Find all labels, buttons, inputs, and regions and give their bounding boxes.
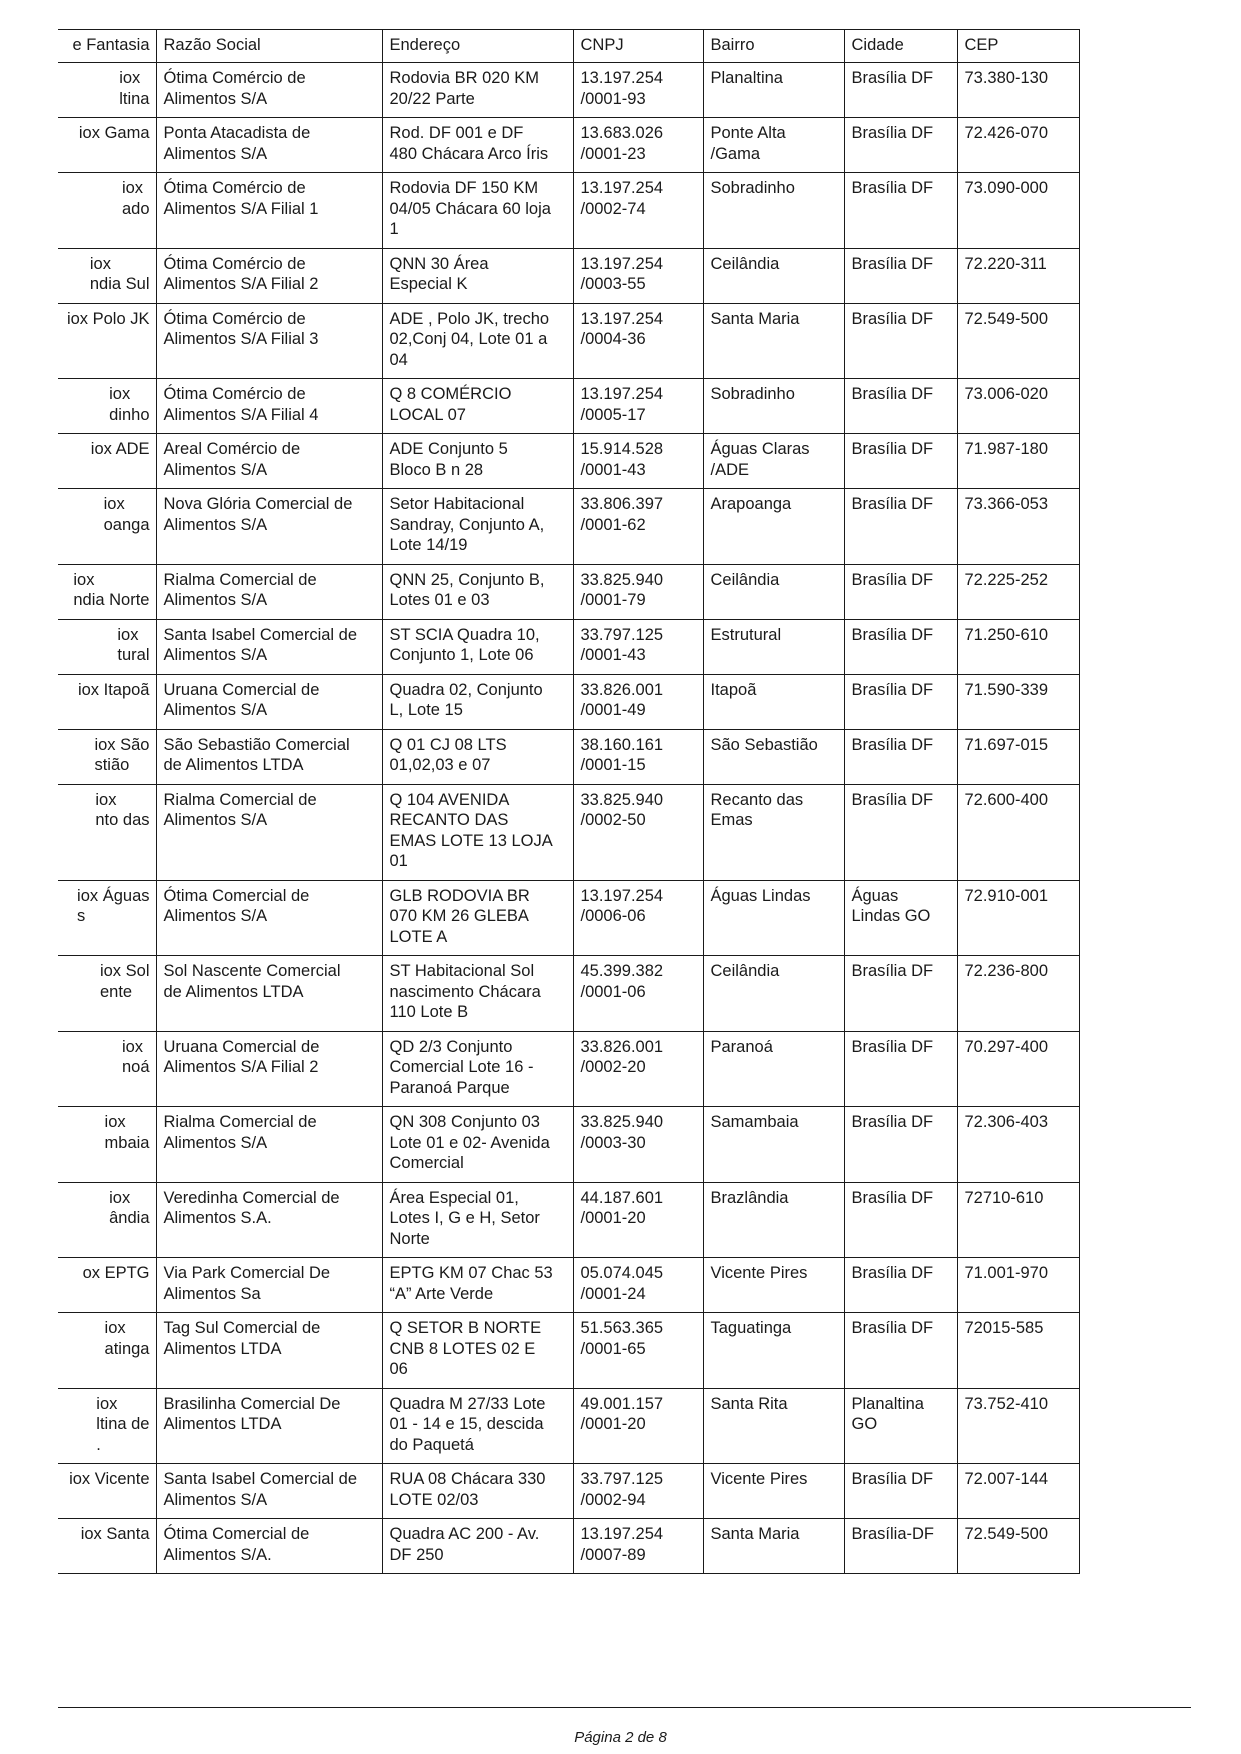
cell-nome-fantasia: iox São stião	[58, 729, 156, 784]
cell-cep: 72.910-001	[957, 880, 1079, 956]
cell-cnpj: 38.160.161 /0001-15	[573, 729, 703, 784]
cell-bairro: Sobradinho	[703, 173, 844, 249]
cell-cnpj: 13.197.254 /0007-89	[573, 1519, 703, 1574]
cell-cep: 71.001-970	[957, 1258, 1079, 1313]
cell-cnpj: 33.826.001 /0002-20	[573, 1031, 703, 1107]
cell-razao-social: Ótima Comercial de Alimentos S/A	[156, 880, 382, 956]
table-header-row	[58, 30, 1079, 63]
cell-nome-fantasia: iox ndia Sul	[58, 248, 156, 303]
cell-cnpj: 05.074.045 /0001-24	[573, 1258, 703, 1313]
cell-endereco: Área Especial 01, Lotes I, G e H, Setor Norte	[382, 1182, 573, 1258]
cell-cnpj: 33.797.125 /0002-94	[573, 1464, 703, 1519]
cell-nome-fantasia: iox Sol ente	[58, 956, 156, 1032]
cell-nome-fantasia: iox nto das	[58, 784, 156, 880]
table-row	[58, 674, 1079, 729]
cell-nome-fantasia: iox Itapoã	[58, 674, 156, 729]
table-row	[58, 173, 1079, 249]
cell-bairro: Itapoã	[703, 674, 844, 729]
cell-bairro: Samambaia	[703, 1107, 844, 1183]
cell-cep: 72.236-800	[957, 956, 1079, 1032]
cell-cnpj: 33.825.940 /0002-50	[573, 784, 703, 880]
table-row	[58, 956, 1079, 1032]
cell-cidade: Brasília DF	[844, 1313, 957, 1389]
cell-endereco: ADE Conjunto 5 Bloco B n 28	[382, 434, 573, 489]
table-row	[58, 784, 1079, 880]
cell-cidade: Brasília DF	[844, 784, 957, 880]
cell-endereco: QNN 25, Conjunto B, Lotes 01 e 03	[382, 564, 573, 619]
cell-nome-fantasia: iox oanga	[58, 489, 156, 565]
cell-cnpj: 33.806.397 /0001-62	[573, 489, 703, 565]
cell-endereco: Rodovia BR 020 KM 20/22 Parte	[382, 63, 573, 118]
cell-bairro: Sobradinho	[703, 379, 844, 434]
cell-cep: 72.306-403	[957, 1107, 1079, 1183]
cell-nome-fantasia: iox ândia	[58, 1182, 156, 1258]
cell-endereco: Q 01 CJ 08 LTS 01,02,03 e 07	[382, 729, 573, 784]
table-row	[58, 434, 1079, 489]
cell-cnpj: 13.197.254 /0005-17	[573, 379, 703, 434]
cell-razao-social: Santa Isabel Comercial de Alimentos S/A	[156, 1464, 382, 1519]
cell-razao-social: Ótima Comércio de Alimentos S/A Filial 2	[156, 248, 382, 303]
cell-cidade: Brasília DF	[844, 564, 957, 619]
cell-cep: 73.380-130	[957, 63, 1079, 118]
table-row	[58, 729, 1079, 784]
cell-cep: 72015-585	[957, 1313, 1079, 1389]
table-row	[58, 1313, 1079, 1389]
cell-cidade: Brasília DF	[844, 956, 957, 1032]
cell-razao-social: Rialma Comercial de Alimentos S/A	[156, 784, 382, 880]
cell-razao-social: Veredinha Comercial de Alimentos S.A.	[156, 1182, 382, 1258]
cell-cep: 72.600-400	[957, 784, 1079, 880]
cell-nome-fantasia: ox EPTG	[58, 1258, 156, 1313]
cell-cnpj: 33.825.940 /0001-79	[573, 564, 703, 619]
table-body	[58, 63, 1079, 1574]
cell-cidade: Brasília DF	[844, 118, 957, 173]
cell-endereco: Quadra AC 200 - Av. DF 250	[382, 1519, 573, 1574]
cell-cep: 71.250-610	[957, 619, 1079, 674]
header-nome-fantasia: e Fantasia	[58, 30, 156, 63]
cell-cnpj: 13.197.254 /0001-93	[573, 63, 703, 118]
cell-endereco: Quadra M 27/33 Lote 01 - 14 e 15, descida do Paquetá	[382, 1388, 573, 1464]
cell-cidade: Brasília DF	[844, 303, 957, 379]
cell-nome-fantasia: iox mbaia	[58, 1107, 156, 1183]
header-cep: CEP	[957, 30, 1079, 63]
cell-cidade: Brasília DF	[844, 173, 957, 249]
cell-cep: 73.006-020	[957, 379, 1079, 434]
company-table-container	[58, 29, 1079, 1574]
cell-cnpj: 51.563.365 /0001-65	[573, 1313, 703, 1389]
cell-nome-fantasia: iox ltina	[58, 63, 156, 118]
cell-cep: 72.426-070	[957, 118, 1079, 173]
table-row	[58, 1258, 1079, 1313]
cell-razao-social: Rialma Comercial de Alimentos S/A	[156, 564, 382, 619]
cell-endereco: RUA 08 Chácara 330 LOTE 02/03	[382, 1464, 573, 1519]
cell-razao-social: Santa Isabel Comercial de Alimentos S/A	[156, 619, 382, 674]
cell-bairro: Brazlândia	[703, 1182, 844, 1258]
cell-endereco: Q 104 AVENIDA RECANTO DAS EMAS LOTE 13 LOJA 01	[382, 784, 573, 880]
cell-cidade: Brasília DF	[844, 1031, 957, 1107]
cell-cep: 71.590-339	[957, 674, 1079, 729]
cell-bairro: Ceilândia	[703, 248, 844, 303]
cell-bairro: Vicente Pires	[703, 1258, 844, 1313]
cell-endereco: ST Habitacional Sol nascimento Chácara 110 Lote B	[382, 956, 573, 1032]
cell-cidade: Brasília DF	[844, 1182, 957, 1258]
cell-endereco: QN 308 Conjunto 03 Lote 01 e 02- Avenida Comercial	[382, 1107, 573, 1183]
cell-cep: 72.007-144	[957, 1464, 1079, 1519]
company-table	[58, 29, 1080, 1574]
cell-nome-fantasia: iox Polo JK	[58, 303, 156, 379]
cell-bairro: Estrutural	[703, 619, 844, 674]
cell-nome-fantasia: iox Águas s	[58, 880, 156, 956]
cell-razao-social: Ótima Comércio de Alimentos S/A Filial 3	[156, 303, 382, 379]
header-cidade: Cidade	[844, 30, 957, 63]
cell-cidade: Brasília DF	[844, 729, 957, 784]
cell-bairro: Santa Maria	[703, 303, 844, 379]
cell-endereco: Q 8 COMÉRCIO LOCAL 07	[382, 379, 573, 434]
cell-cep: 73.366-053	[957, 489, 1079, 565]
cell-razao-social: Rialma Comercial de Alimentos S/A	[156, 1107, 382, 1183]
cell-nome-fantasia: iox dinho	[58, 379, 156, 434]
cell-cnpj: 33.826.001 /0001-49	[573, 674, 703, 729]
cell-nome-fantasia: iox noá	[58, 1031, 156, 1107]
cell-endereco: Quadra 02, Conjunto L, Lote 15	[382, 674, 573, 729]
cell-razao-social: Tag Sul Comercial de Alimentos LTDA	[156, 1313, 382, 1389]
cell-endereco: QD 2/3 Conjunto Comercial Lote 16 - Paranoá Parque	[382, 1031, 573, 1107]
cell-bairro: São Sebastião	[703, 729, 844, 784]
cell-bairro: Águas Lindas	[703, 880, 844, 956]
cell-bairro: Ceilândia	[703, 564, 844, 619]
cell-bairro: Santa Rita	[703, 1388, 844, 1464]
cell-endereco: EPTG KM 07 Chac 53 “A” Arte Verde	[382, 1258, 573, 1313]
cell-razao-social: Areal Comércio de Alimentos S/A	[156, 434, 382, 489]
cell-cidade: Brasília DF	[844, 1107, 957, 1183]
cell-cnpj: 13.197.254 /0003-55	[573, 248, 703, 303]
cell-cnpj: 13.197.254 /0004-36	[573, 303, 703, 379]
cell-cidade: Brasília DF	[844, 489, 957, 565]
table-row	[58, 118, 1079, 173]
cell-bairro: Planaltina	[703, 63, 844, 118]
table-row	[58, 1182, 1079, 1258]
table-row	[58, 1464, 1079, 1519]
table-row	[58, 248, 1079, 303]
cell-cnpj: 33.825.940 /0003-30	[573, 1107, 703, 1183]
table-row	[58, 1519, 1079, 1574]
cell-bairro: Paranoá	[703, 1031, 844, 1107]
cell-cep: 72.549-500	[957, 1519, 1079, 1574]
cell-nome-fantasia: iox Vicente	[58, 1464, 156, 1519]
cell-cnpj: 13.197.254 /0006-06	[573, 880, 703, 956]
cell-cnpj: 45.399.382 /0001-06	[573, 956, 703, 1032]
cell-razao-social: Brasilinha Comercial De Alimentos LTDA	[156, 1388, 382, 1464]
cell-nome-fantasia: iox ado	[58, 173, 156, 249]
cell-cnpj: 44.187.601 /0001-20	[573, 1182, 703, 1258]
table-row	[58, 63, 1079, 118]
cell-bairro: Arapoanga	[703, 489, 844, 565]
cell-cep: 72.220-311	[957, 248, 1079, 303]
cell-cep: 73.090-000	[957, 173, 1079, 249]
cell-cidade: Brasília DF	[844, 619, 957, 674]
cell-cnpj: 49.001.157 /0001-20	[573, 1388, 703, 1464]
cell-cnpj: 13.197.254 /0002-74	[573, 173, 703, 249]
header-cnpj: CNPJ	[573, 30, 703, 63]
cell-endereco: Rod. DF 001 e DF 480 Chácara Arco Íris	[382, 118, 573, 173]
cell-razao-social: Uruana Comercial de Alimentos S/A	[156, 674, 382, 729]
table-row	[58, 1031, 1079, 1107]
cell-nome-fantasia: iox tural	[58, 619, 156, 674]
table-row	[58, 1388, 1079, 1464]
cell-bairro: Ceilândia	[703, 956, 844, 1032]
cell-bairro: Águas Claras /ADE	[703, 434, 844, 489]
cell-nome-fantasia: iox Gama	[58, 118, 156, 173]
cell-nome-fantasia: iox atinga	[58, 1313, 156, 1389]
cell-cep: 72.225-252	[957, 564, 1079, 619]
cell-bairro: Recanto das Emas	[703, 784, 844, 880]
cell-razao-social: Nova Glória Comercial de Alimentos S/A	[156, 489, 382, 565]
page-number: Página 2 de 8	[574, 1729, 667, 1746]
footer-divider	[58, 1707, 1191, 1708]
table-row	[58, 880, 1079, 956]
cell-endereco: QNN 30 Área Especial K	[382, 248, 573, 303]
cell-razao-social: São Sebastião Comercial de Alimentos LTDA	[156, 729, 382, 784]
cell-cnpj: 13.683.026 /0001-23	[573, 118, 703, 173]
cell-cnpj: 15.914.528 /0001-43	[573, 434, 703, 489]
cell-cidade: Brasília DF	[844, 1464, 957, 1519]
cell-razao-social: Via Park Comercial De Alimentos Sa	[156, 1258, 382, 1313]
cell-cidade: Brasília-DF	[844, 1519, 957, 1574]
cell-bairro: Vicente Pires	[703, 1464, 844, 1519]
header-bairro: Bairro	[703, 30, 844, 63]
cell-bairro: Taguatinga	[703, 1313, 844, 1389]
header-endereco: Endereço	[382, 30, 573, 63]
cell-nome-fantasia: iox Santa	[58, 1519, 156, 1574]
cell-cidade: Brasília DF	[844, 1258, 957, 1313]
cell-cidade: Brasília DF	[844, 379, 957, 434]
cell-cep: 73.752-410	[957, 1388, 1079, 1464]
table-row	[58, 379, 1079, 434]
cell-endereco: ST SCIA Quadra 10, Conjunto 1, Lote 06	[382, 619, 573, 674]
cell-razao-social: Ótima Comércio de Alimentos S/A Filial 1	[156, 173, 382, 249]
cell-cidade: Brasília DF	[844, 674, 957, 729]
cell-cep: 72.549-500	[957, 303, 1079, 379]
cell-bairro: Ponte Alta /Gama	[703, 118, 844, 173]
cell-razao-social: Ponta Atacadista de Alimentos S/A	[156, 118, 382, 173]
table-row	[58, 564, 1079, 619]
cell-nome-fantasia: iox ndia Norte	[58, 564, 156, 619]
cell-endereco: Rodovia DF 150 KM 04/05 Chácara 60 loja 1	[382, 173, 573, 249]
cell-cnpj: 33.797.125 /0001-43	[573, 619, 703, 674]
cell-cidade: Brasília DF	[844, 434, 957, 489]
cell-cidade: Brasília DF	[844, 63, 957, 118]
cell-razao-social: Uruana Comercial de Alimentos S/A Filial 2	[156, 1031, 382, 1107]
cell-bairro: Santa Maria	[703, 1519, 844, 1574]
cell-endereco: GLB RODOVIA BR 070 KM 26 GLEBA LOTE A	[382, 880, 573, 956]
table-row	[58, 619, 1079, 674]
header-razao-social: Razão Social	[156, 30, 382, 63]
cell-razao-social: Ótima Comércio de Alimentos S/A Filial 4	[156, 379, 382, 434]
table-row	[58, 1107, 1079, 1183]
cell-nome-fantasia: iox ltina de .	[58, 1388, 156, 1464]
cell-endereco: Setor Habitacional Sandray, Conjunto A, Lote 14/19	[382, 489, 573, 565]
cell-cidade: Brasília DF	[844, 248, 957, 303]
cell-cep: 71.697-015	[957, 729, 1079, 784]
cell-cep: 70.297-400	[957, 1031, 1079, 1107]
cell-endereco: Q SETOR B NORTE CNB 8 LOTES 02 E 06	[382, 1313, 573, 1389]
cell-cep: 71.987-180	[957, 434, 1079, 489]
cell-cidade: Águas Lindas GO	[844, 880, 957, 956]
cell-cidade: Planaltina GO	[844, 1388, 957, 1464]
cell-razao-social: Ótima Comércio de Alimentos S/A	[156, 63, 382, 118]
table-row	[58, 489, 1079, 565]
cell-endereco: ADE , Polo JK, trecho 02,Conj 04, Lote 01 a 04	[382, 303, 573, 379]
cell-nome-fantasia: iox ADE	[58, 434, 156, 489]
cell-razao-social: Sol Nascente Comercial de Alimentos LTDA	[156, 956, 382, 1032]
table-row	[58, 303, 1079, 379]
cell-cep: 72710-610	[957, 1182, 1079, 1258]
cell-razao-social: Ótima Comercial de Alimentos S/A.	[156, 1519, 382, 1574]
